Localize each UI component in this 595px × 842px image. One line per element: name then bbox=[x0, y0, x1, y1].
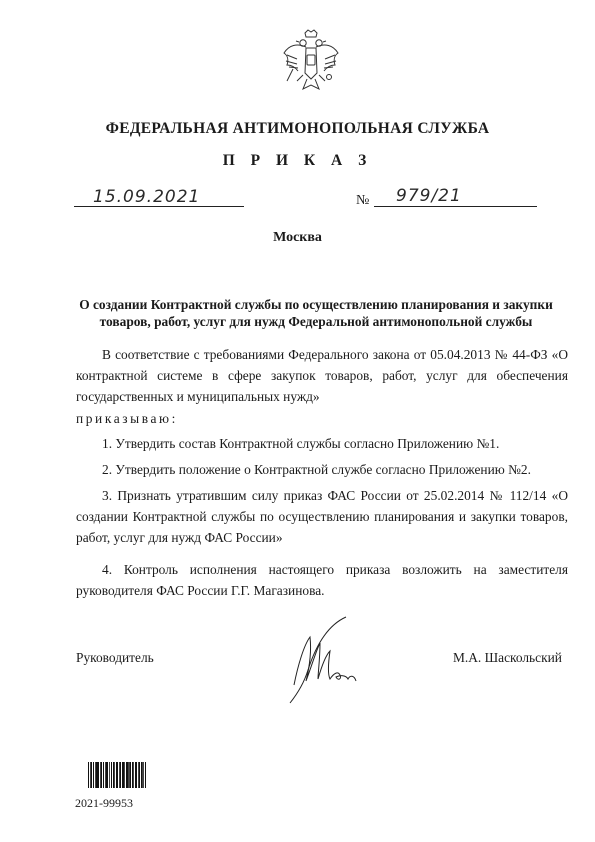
order-word: приказываю: bbox=[76, 411, 178, 426]
preamble-paragraph: В соответствие с требованиями Федерального закона от 05.04.2013 № 44-ФЗ «О контрактной системе в сфере закупок товаров, работ, услуг для обеспечения государственных и муниципальных нужд» bbox=[76, 347, 568, 404]
barcode-bar bbox=[114, 762, 115, 788]
barcode-bar bbox=[97, 762, 99, 788]
barcode-bar bbox=[124, 762, 125, 788]
barcode-bar bbox=[142, 762, 144, 788]
barcode-bar bbox=[133, 762, 134, 788]
document-type: П Р И К А З bbox=[222, 152, 373, 169]
order-item-4: 4. Контроль исполнения настоящего приказа возложить на заместителя руководителя ФАС России Г.Г. Магазинова. bbox=[76, 562, 568, 598]
signer-name: М.А. Шаскольский bbox=[453, 650, 562, 665]
barcode-bar bbox=[88, 762, 89, 788]
order-item-3: 3. Признать утратившим силу приказ ФАС России от 25.02.2014 № 112/14 «О создании Контрактной службы по осуществлению планирования и закупки товаров, работ, услуг для нужд ФАС России» bbox=[76, 488, 568, 545]
order-subject: О создании Контрактной службы по осуществлению планирования и закупки товаров, работ, услуг для нужд Федеральной антимонопольной службы bbox=[79, 297, 553, 329]
barcode-bar bbox=[117, 762, 118, 788]
number-sign: № bbox=[356, 193, 370, 208]
barcode-bar bbox=[91, 762, 92, 788]
barcode-bar bbox=[107, 762, 108, 788]
order-date: 15.09.2021 bbox=[93, 187, 201, 207]
barcode-bar bbox=[145, 762, 146, 788]
number-underline bbox=[374, 206, 537, 207]
order-item-2: 2. Утвердить положение о Контрактной службе согласно Приложению №2. bbox=[102, 462, 531, 477]
barcode-bar bbox=[136, 762, 137, 788]
order-number: 979/21 bbox=[396, 186, 462, 206]
barcode-icon bbox=[88, 762, 146, 788]
order-item-1: 1. Утвердить состав Контрактной службы согласно Приложению №1. bbox=[102, 436, 500, 451]
barcode-bar bbox=[111, 762, 112, 788]
barcode-bar bbox=[127, 762, 128, 788]
agency-name: ФЕДЕРАЛЬНАЯ АНТИМОНОПОЛЬНАЯ СЛУЖБА bbox=[105, 120, 490, 137]
barcode-bar bbox=[105, 762, 106, 788]
barcode-bar bbox=[101, 762, 102, 788]
barcode-bar bbox=[120, 762, 121, 788]
signer-role: Руководитель bbox=[76, 650, 154, 665]
coat-of-arms-icon bbox=[279, 29, 343, 101]
barcode-bar bbox=[130, 762, 131, 788]
document-id: 2021-99953 bbox=[75, 796, 133, 810]
date-underline bbox=[74, 206, 244, 207]
city: Москва bbox=[273, 230, 322, 245]
barcode-bar bbox=[139, 762, 140, 788]
handwritten-signature-icon bbox=[268, 615, 378, 705]
barcode-bar bbox=[95, 762, 96, 788]
